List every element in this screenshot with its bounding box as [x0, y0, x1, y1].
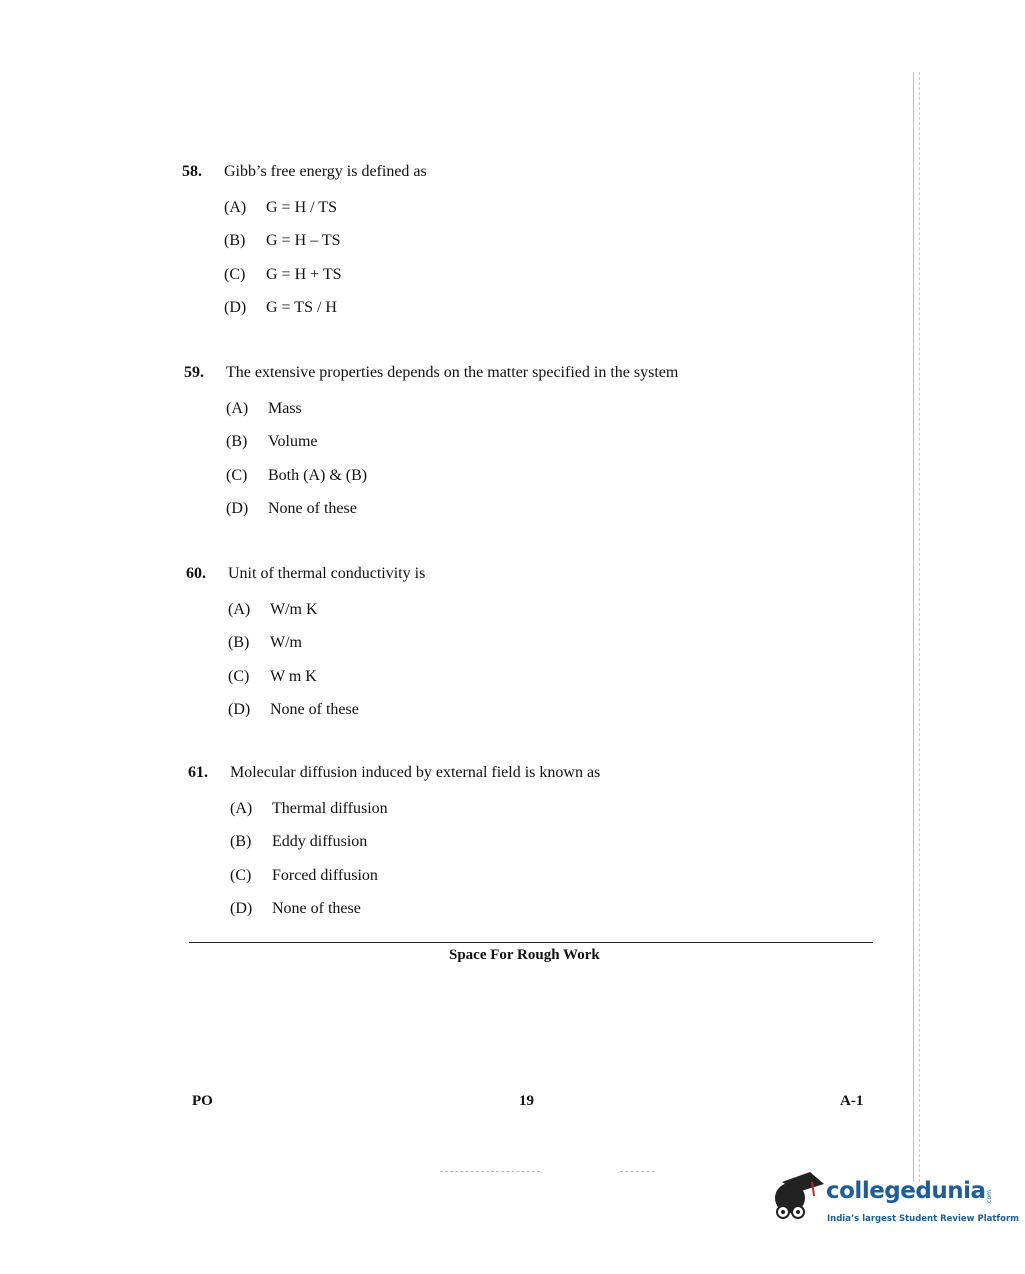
- option-d: [228, 694, 425, 728]
- watermark-domain: .com: [986, 1190, 993, 1205]
- question-text: Unit of thermal conductivity is: [228, 565, 426, 582]
- option-label: (B): [230, 833, 252, 851]
- options-list: [228, 593, 425, 727]
- option-text: Forced diffusion: [272, 866, 378, 884]
- question-number: 59.: [184, 364, 204, 381]
- rough-work-heading: Space For Rough Work: [449, 947, 600, 963]
- scan-dash: [440, 1171, 540, 1172]
- option-text: G = TS / H: [266, 299, 337, 317]
- option-text: Both (A) & (B): [268, 466, 368, 484]
- page-number: 19: [519, 1093, 534, 1109]
- option-text: None of these: [268, 500, 357, 518]
- option-b: [230, 826, 600, 860]
- margin-line-dashed: [919, 72, 920, 1182]
- option-text: W m K: [270, 667, 317, 685]
- option-b: [228, 627, 425, 661]
- option-label: (D): [230, 900, 253, 918]
- option-text: None of these: [272, 900, 361, 918]
- question-59: [184, 364, 678, 526]
- option-label: (C): [226, 466, 248, 484]
- option-d: [226, 493, 678, 527]
- option-text: W/m K: [270, 600, 318, 618]
- option-label: (A): [224, 198, 247, 216]
- question-58: [182, 163, 427, 325]
- option-label: (A): [230, 799, 253, 817]
- option-b: [226, 426, 678, 460]
- option-label: (A): [226, 399, 249, 417]
- option-label: (D): [228, 701, 251, 719]
- option-text: None of these: [270, 701, 359, 719]
- option-text: Thermal diffusion: [272, 799, 388, 817]
- option-c: [228, 660, 425, 694]
- option-label: (C): [228, 667, 250, 685]
- option-label: (B): [228, 634, 250, 652]
- option-text: Volume: [268, 433, 318, 451]
- watermark-tagline: India’s largest Student Review Platform: [827, 1214, 1019, 1224]
- question-number: 60.: [186, 565, 206, 582]
- option-text: G = H – TS: [266, 232, 341, 250]
- question-text: The extensive properties depends on the matter specified in the system: [226, 364, 679, 381]
- options-list: [230, 792, 600, 926]
- options-list: [224, 191, 427, 325]
- watermark-brand: collegedunia: [826, 1178, 986, 1204]
- footer-series: A-1: [840, 1093, 864, 1109]
- question-number: 58.: [182, 163, 202, 180]
- option-c: [224, 258, 427, 292]
- option-label: (C): [224, 265, 246, 283]
- option-b: [224, 225, 427, 259]
- option-label: (B): [226, 433, 248, 451]
- margin-line: [913, 72, 914, 1182]
- options-list: [226, 392, 678, 526]
- option-a: [230, 792, 600, 826]
- option-text: G = H / TS: [266, 198, 337, 216]
- question-text: Molecular diffusion induced by external field is known as: [230, 764, 601, 781]
- question-60: [186, 565, 425, 727]
- divider: [189, 942, 873, 943]
- option-c: [226, 459, 678, 493]
- option-text: Eddy diffusion: [272, 833, 368, 851]
- option-text: G = H + TS: [266, 265, 342, 283]
- option-a: [224, 191, 427, 225]
- option-label: (A): [228, 600, 251, 618]
- option-label: (C): [230, 866, 252, 884]
- option-a: [226, 392, 678, 426]
- footer-code: PO: [192, 1093, 213, 1109]
- option-label: (B): [224, 232, 246, 250]
- option-c: [230, 859, 600, 893]
- option-d: [230, 893, 600, 927]
- question-61: [188, 764, 600, 926]
- option-d: [224, 292, 427, 326]
- option-text: W/m: [270, 634, 302, 652]
- option-label: (D): [226, 500, 249, 518]
- question-number: 61.: [188, 764, 208, 781]
- scan-dash: [620, 1171, 655, 1172]
- question-text: Gibb’s free energy is defined as: [224, 163, 427, 180]
- option-text: Mass: [268, 399, 302, 417]
- option-label: (D): [224, 299, 247, 317]
- option-a: [228, 593, 425, 627]
